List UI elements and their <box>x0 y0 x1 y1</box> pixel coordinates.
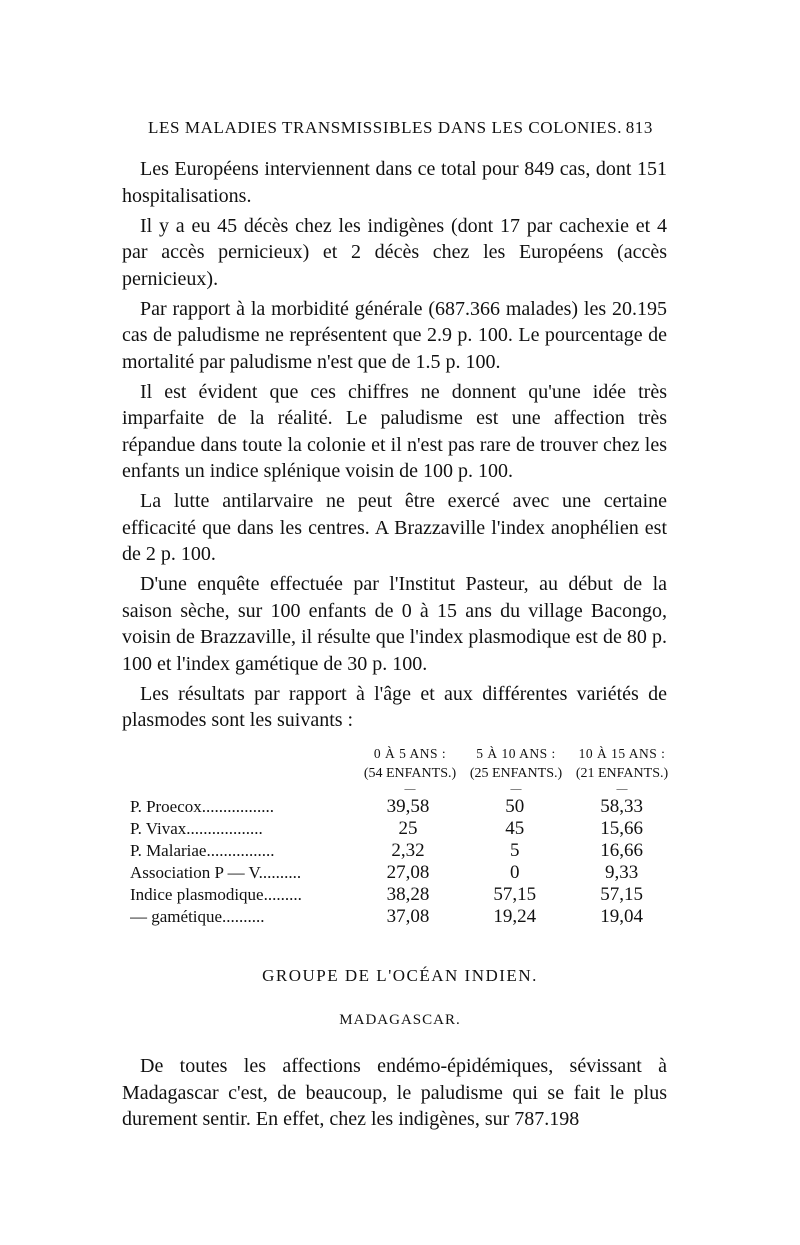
table-row <box>130 818 675 840</box>
table-cell: 5 <box>510 840 520 861</box>
running-header <box>148 118 653 138</box>
row-label: — gamétique.......... <box>130 907 265 926</box>
row-label: P. Vivax.................. <box>130 819 263 838</box>
column-header <box>463 744 569 784</box>
header-dash: — <box>616 783 628 795</box>
paragraph: Les résultats par rapport à l'âge et aux différentes variétés de plasmodes sont les suivants : <box>122 682 667 731</box>
column-range: 10 À 15 ANS : <box>578 746 666 761</box>
column-header <box>569 744 675 784</box>
row-label: P. Malariae................ <box>130 841 275 860</box>
table-cell: 57,15 <box>493 884 537 905</box>
table-row <box>130 862 675 884</box>
running-title: LES MALADIES TRANSMISSIBLES DANS LES COLONIES. <box>148 118 623 137</box>
header-dashes <box>357 784 675 796</box>
closing-text <box>122 1053 667 1133</box>
paragraph: De toutes les affections endémo-épidémiques, sévissant à Madagascar c'est, de beaucoup, le paludisme qui se fait le plus durement sentir. En effet, chez les indigènes, sur 787.198 <box>122 1055 667 1130</box>
row-label: Association P — V.......... <box>130 863 302 882</box>
table-cell: 0 <box>510 862 520 883</box>
table-cell: 25 <box>398 818 418 839</box>
page-number: 813 <box>625 118 653 137</box>
column-range: 0 À 5 ANS : <box>373 746 447 761</box>
subsection-title: MADAGASCAR. <box>339 1012 461 1028</box>
table-cell: 57,15 <box>600 884 643 905</box>
table-header <box>357 744 675 784</box>
header-dash: — <box>404 783 416 795</box>
paragraph: La lutte antilarvaire ne peut être exercé avec une certaine efficacité que dans les centres. A Brazzaville l'index anophélien est de 2 p. 100. <box>122 490 667 565</box>
table-cell: 2,32 <box>391 840 425 861</box>
body-text <box>122 156 667 737</box>
table-cell: 45 <box>505 818 525 839</box>
column-range: 5 À 10 ANS : <box>476 746 556 761</box>
paragraph: D'une enquête effectuée par l'Institut Pasteur, au début de la saison sèche, sur 100 enfants de 0 à 15 ans du village Bacongo, voisin de Brazzaville, il résulte que l'index plasmodique est de 80 p. 100 et l'index gamétique de 30 p. 100. <box>122 573 667 675</box>
table-cell: 16,66 <box>600 840 643 861</box>
table-cell: 19,04 <box>600 906 643 927</box>
table-cell: 19,24 <box>493 906 537 927</box>
header-dash: — <box>510 783 522 795</box>
section-title: GROUPE DE L'OCÉAN INDIEN. <box>262 966 538 985</box>
column-count: (21 ENFANTS.) <box>575 766 669 781</box>
paragraph: Les Européens interviennent dans ce total pour 849 cas, dont 151 hospitalisations. <box>122 158 667 207</box>
column-count: (25 ENFANTS.) <box>469 766 563 781</box>
paragraph: Il est évident que ces chiffres ne donnent qu'une idée très imparfaite de la réalité. Le paludisme est une affection très répandue dans toute la colonie et il n'est pas rare de trouver chez les enfants un indice splénique voisin de 100 p. 100. <box>122 380 667 482</box>
table-row <box>130 840 675 862</box>
table-cell: 15,66 <box>600 818 643 839</box>
column-count: (54 ENFANTS.) <box>363 766 457 781</box>
paragraph: Par rapport à la morbidité générale (687.366 malades) les 20.195 cas de paludisme ne représentent que 2.9 p. 100. Le pourcentage de mortalité par paludisme n'est que de 1.5 p. 100. <box>122 297 667 373</box>
table-cell: 38,28 <box>386 884 430 905</box>
table-cell: 27,08 <box>386 862 430 883</box>
row-label: P. Proecox................. <box>130 797 275 816</box>
plasmodium-table <box>130 744 675 928</box>
table-row <box>130 796 675 818</box>
row-label: Indice plasmodique......... <box>130 885 302 904</box>
table-row <box>130 884 675 906</box>
column-header <box>357 744 463 784</box>
paragraph: Il y a eu 45 décès chez les indigènes (dont 17 par cachexie et 4 par accès pernicieux) et 2 décès chez les Européens (accès pernicieux). <box>122 214 667 290</box>
table-cell: 58,33 <box>600 796 643 817</box>
table-cell: 50 <box>505 796 525 817</box>
table-row <box>130 906 675 928</box>
table-cell: 9,33 <box>604 862 639 883</box>
table-cell: 37,08 <box>386 906 430 927</box>
table-cell: 39,58 <box>386 796 430 817</box>
